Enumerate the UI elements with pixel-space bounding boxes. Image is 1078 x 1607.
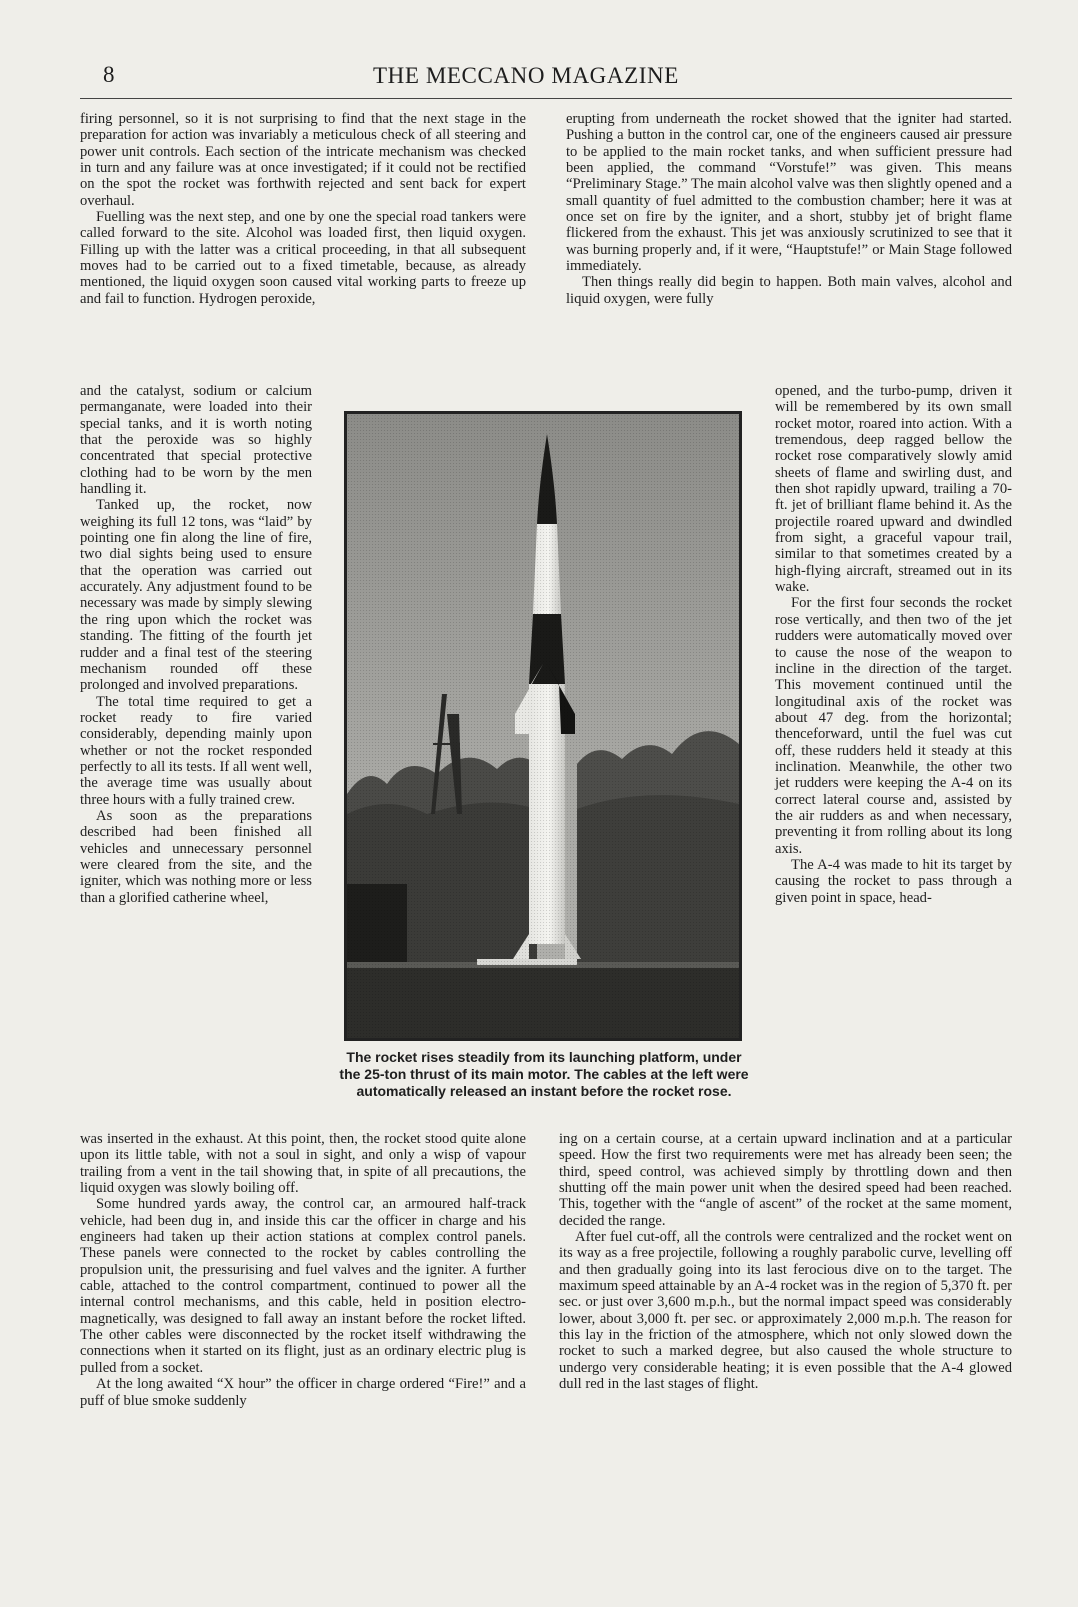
page-number: 8	[103, 62, 115, 87]
left-column-bottom	[80, 1131, 526, 1409]
rocket-launch-image	[347, 414, 739, 1038]
paragraph: After fuel cut-off, all the controls were centralized and the rocket went on its way as a free projectile, following a roughly parabolic curve, levelling off and then gradually going into its last ferocious dive on to the target. The maximum speed attainable by an A-4 rocket was in the region of 5,370 ft. per sec. or just over 3,600 m.p.h., but the normal impact speed was considerably lower, about 3,000 ft. per sec. or approximately 2,000 m.p.h. The reason for this lay in the friction of the atmosphere, which not only slowed down the rocket to such a marked degree, but also caused the whole structure to undergo very considerable heating; it is even possible that the A-4 glowed dull red in the last stages of flight.	[559, 1229, 1012, 1393]
paragraph: erupting from underneath the rocket showed that the igniter had started. Pushing a button in the control car, one of the engineers caused air pressure to be applied to the main rocket tanks, and when sufficient pressure had been applied, the command “Vorstufe!” was given. This means “Preliminary Stage.” The main alcohol valve was then slightly opened and a small quantity of fuel admitted to the combustion chamber; here it was at once set on fire by the igniter, and a short, stubby jet of bright flame flickered from the exhaust. This jet was anxiously scrutinized to see that it was burning properly and, if it were, “Hauptstufe!” or Main Stage followed immediately.	[566, 111, 1012, 275]
paragraph: firing personnel, so it is not surprising to find that the next stage in the preparation for action was invariably a meticulous check of all steering and power unit controls. Each section of the intricate mechanism was checked in turn and any failure was at once investigated; if it could not be rectified on the spot the rocket was forthwith rejected and sent back for expert overhaul.	[80, 111, 526, 209]
photo-caption: The rocket rises steadily from its launching platform, under the 25-ton thrust of its main motor. The cables at the left were automatically released an instant before the rocket rose.	[339, 1049, 749, 1100]
paragraph: Then things really did begin to happen. Both main valves, alcohol and liquid oxygen, were fully	[566, 274, 1012, 307]
paragraph: and the catalyst, sodium or calcium permanganate, were loaded into their special tanks, and it is worth noting that the peroxide was so highly concentrated that special protective clothing had to be worn by the men handling it.	[80, 383, 312, 498]
paragraph: ing on a certain course, at a certain upward inclination and at a particular speed. How the first two requirements were met has already been seen; the third, speed control, was achieved simply by throttling down and then shutting off the main power unit when the desired speed had been reached. This, together with the “angle of ascent” of the rocket at the same moment, decided the range.	[559, 1131, 1012, 1229]
paragraph: As soon as the preparations described had been finished all vehicles and unnecessary personnel were cleared from the site, and the igniter, which was nothing more or less than a glorified catherine wheel,	[80, 807, 312, 906]
left-column-top	[80, 111, 526, 307]
paragraph: opened, and the turbo-pump, driven it will be remembered by its own small rocket motor, roared into action. With a tremendous, deep ragged bellow the rocket rose comparatively slowly amid sheets of flame and swirling dust, and then shot rapidly upward, trailing a 70-ft. jet of brilliant flame behind it. As the projectile roared upward and dwindled from sight, a graceful vapour trail, similar to that sometimes created by a high-flying aircraft, streamed out in its wake.	[775, 383, 1012, 596]
left-column-beside-photo	[80, 383, 312, 906]
paragraph: Some hundred yards away, the control car, an armoured half-track vehicle, had been dug in, and inside this car the officer in charge and his engineers had taken up their action stations at complex control panels. These panels were connected to the rocket by cables controlling the propulsion unit, the pressurising and fuel valves and the igniter. A further cable, attached to the control compartment, continued to power all the internal control mechanisms, and this cable, held in position electro-magnetically, was designed to fall away an instant before the rocket lifted. The other cables were disconnected by the rocket itself withdrawing the connections when it started on its flight, just as an ordinary electric plug is pulled from a socket.	[80, 1196, 526, 1376]
magazine-title: THE MECCANO MAGAZINE	[373, 63, 679, 88]
paragraph: Fuelling was the next step, and one by one the special road tankers were called forward to the site. Alcohol was loaded first, then liquid oxygen. Filling up with the latter was a critical proceeding, in that all subsequent moves had to be carried out to a fixed timetable, because, as already mentioned, the liquid oxygen soon caused vital working parts to freeze up and fail to function. Hydrogen peroxide,	[80, 209, 526, 307]
paragraph: The A-4 was made to hit its target by causing the rocket to pass through a given point in space, head-	[775, 856, 1012, 906]
rocket-launch-photo	[344, 411, 742, 1041]
right-column-beside-photo	[775, 383, 1012, 906]
paragraph: The total time required to get a rocket ready to fire varied considerably, depending mainly upon whether or not the rocket responded perfectly to all its tests. If all went well, the average time was usually about three hours with a fully trained crew.	[80, 693, 312, 808]
paragraph: was inserted in the exhaust. At this point, then, the rocket stood quite alone upon its little table, with not a soul in sight, and only a wisp of vapour trailing from a vent in the tail showing that, in spite of all precautions, the liquid oxygen was slowly boiling off.	[80, 1131, 526, 1197]
right-column-top	[566, 111, 1012, 307]
paragraph: Tanked up, the rocket, now weighing its full 12 tons, was “laid” by pointing one fin along the line of fire, two dial sights being used to ensure that the operation was carried out accurately. Any adjustment found to be necessary was made by simply slewing the ring upon which the rocket was standing. The fitting of the fourth jet rudder and a final test of the steering mechanism rounded off these prolonged and involved preparations.	[80, 497, 312, 694]
paragraph: At the long awaited “X hour” the officer in charge ordered “Fire!” and a puff of blue smoke suddenly	[80, 1376, 526, 1409]
right-column-bottom	[559, 1131, 1012, 1393]
header-rule	[80, 98, 1012, 99]
paragraph: For the first four seconds the rocket rose vertically, and then two of the jet rudders were automatically moved over to cause the nose of the weapon to incline in the direction of the target. This movement continued until the longitudinal axis of the rocket was about 47 deg. from the horizontal; thenceforward, until the fuel was cut off, these rudders held it steady at this inclination. Meanwhile, the other two jet rudders were keeping the A-4 on its correct lateral course and, assisted by the air rudders as and when necessary, preventing it from rolling about its long axis.	[775, 595, 1012, 857]
